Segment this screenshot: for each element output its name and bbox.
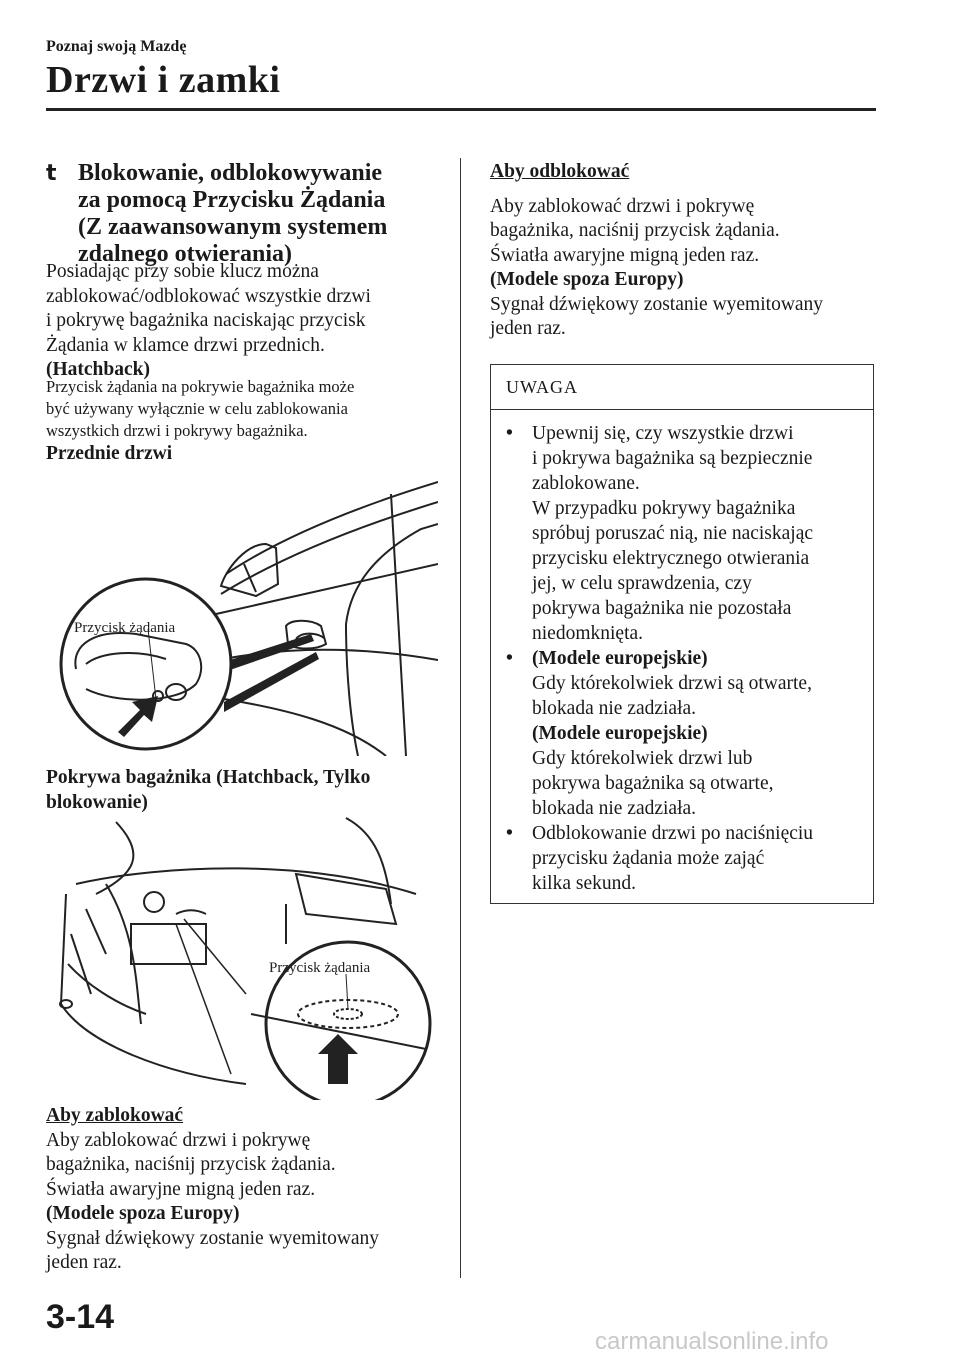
figure2-callout: Przycisk żądania — [269, 960, 371, 976]
front-door-illustration — [46, 474, 438, 756]
text-line: Sygnał dźwiękowy zostanie wyemitowany — [490, 293, 824, 315]
text-line: Żądania w klamce drzwi przednich. — [46, 334, 325, 356]
list-item — [506, 821, 861, 896]
text-line: Aby zablokować drzwi i pokrywę — [46, 1129, 311, 1151]
text-line: blokada nie zadziała. — [532, 698, 697, 719]
hatchback-note — [46, 376, 436, 442]
text-line: Sygnał dźwiękowy zostanie wyemitowany — [46, 1227, 380, 1249]
list-item — [506, 421, 861, 646]
lock-title: Aby zablokować — [46, 1105, 184, 1126]
list-item — [506, 646, 861, 821]
text-line: Przycisk żądania na pokrywie bagażnika może — [46, 377, 355, 396]
text-line: i pokrywa bagażnika są bezpiecznie — [532, 448, 813, 469]
text-line: jeden raz. — [490, 318, 566, 339]
text-line: Gdy którekolwiek drzwi są otwarte, — [532, 673, 812, 694]
text-line: W przypadku pokrywy bagażnika — [532, 498, 796, 519]
trunk-label — [46, 766, 436, 815]
text-line: pokrywa bagażnika nie pozostała — [532, 598, 792, 619]
watermark: carmanualsonline.info — [595, 1328, 829, 1355]
section-heading — [46, 160, 436, 268]
text-line: Światła awaryjne migną jeden raz. — [46, 1178, 316, 1200]
note-list — [506, 421, 861, 896]
page-number: 3-14 — [46, 1298, 115, 1336]
heading-line: zdalnego otwierania) — [78, 241, 292, 267]
note-rule — [491, 409, 873, 410]
unlock-model-label: (Modele spoza Europy) — [490, 269, 684, 290]
text-line: pokrywa bagażnika są otwarte, — [532, 773, 774, 794]
bullet-dot: • — [506, 823, 513, 844]
lock-section — [46, 1104, 436, 1276]
heading-line: za pomocą Przycisku Żądania — [78, 187, 386, 213]
column-divider — [460, 158, 461, 1278]
text-line: Światła awaryjne migną jeden raz. — [490, 244, 760, 266]
text-line: bagażnika, naciśnij przycisk żądania. — [490, 220, 780, 241]
text-line: jej, w celu sprawdzenia, czy — [532, 573, 752, 594]
bullet-dot: • — [506, 423, 513, 444]
text-line: zablokowane. — [532, 473, 640, 494]
text-line: Aby zablokować drzwi i pokrywę — [490, 195, 755, 217]
figure1-callout: Przycisk żądania — [74, 620, 176, 636]
front-doors-label: Przednie drzwi — [46, 443, 173, 464]
heading-line: Blokowanie, odblokowywanie — [78, 160, 383, 186]
text-line: być używany wyłącznie w celu zablokowania — [46, 399, 348, 418]
header-rule — [46, 108, 876, 111]
text-line: Pokrywa bagażnika (Hatchback, Tylko — [46, 767, 371, 788]
text-line: Gdy którekolwiek drzwi lub — [532, 748, 753, 769]
unlock-section — [490, 160, 875, 342]
text-line: Upewnij się, czy wszystkie drzwi — [532, 423, 794, 444]
bullet-dot: • — [506, 648, 513, 669]
text-line: i pokrywę bagażnika naciskając przycisk — [46, 310, 366, 331]
intro-paragraph — [46, 260, 436, 383]
text-line: blokowanie) — [46, 791, 148, 813]
text-line: niedomknięta. — [532, 623, 644, 644]
text-line: Posiadając przy sobie klucz można — [46, 261, 319, 282]
text-line: spróbuj poruszać nią, nie naciskając — [532, 523, 814, 544]
lock-model-label: (Modele spoza Europy) — [46, 1203, 240, 1224]
text-line: zablokować/odblokować wszystkie drzwi — [46, 285, 371, 307]
text-line: Odblokowanie drzwi po naciśnięciu — [532, 823, 814, 844]
note-title: UWAGA — [506, 377, 578, 397]
heading-line: (Z zaawansowanym systemem — [78, 214, 388, 240]
text-line: blokada nie zadziała. — [532, 798, 697, 819]
trunk-lid-illustration — [46, 814, 438, 1100]
text-line: kilka sekund. — [532, 873, 636, 894]
text-line: bagażnika, naciśnij przycisk żądania. — [46, 1154, 336, 1175]
unlock-title: Aby odblokować — [490, 161, 630, 182]
text-line: jeden raz. — [46, 1252, 122, 1273]
model-label: (Modele europejskie) — [532, 648, 708, 669]
text-line: przycisku elektrycznego otwierania — [532, 548, 810, 569]
text-line: wszystkich drzwi i pokrywy bagażnika. — [46, 421, 308, 440]
hatchback-label: (Hatchback) — [46, 359, 150, 380]
note-box — [490, 364, 874, 904]
page-title: Drzwi i zamki — [46, 59, 281, 101]
model-label: (Modele europejskie) — [532, 723, 708, 744]
section-bullet: t — [46, 161, 57, 186]
text-line: przycisku żądania może zająć — [532, 848, 765, 869]
section-label: Poznaj swoją Mazdę — [46, 38, 187, 55]
